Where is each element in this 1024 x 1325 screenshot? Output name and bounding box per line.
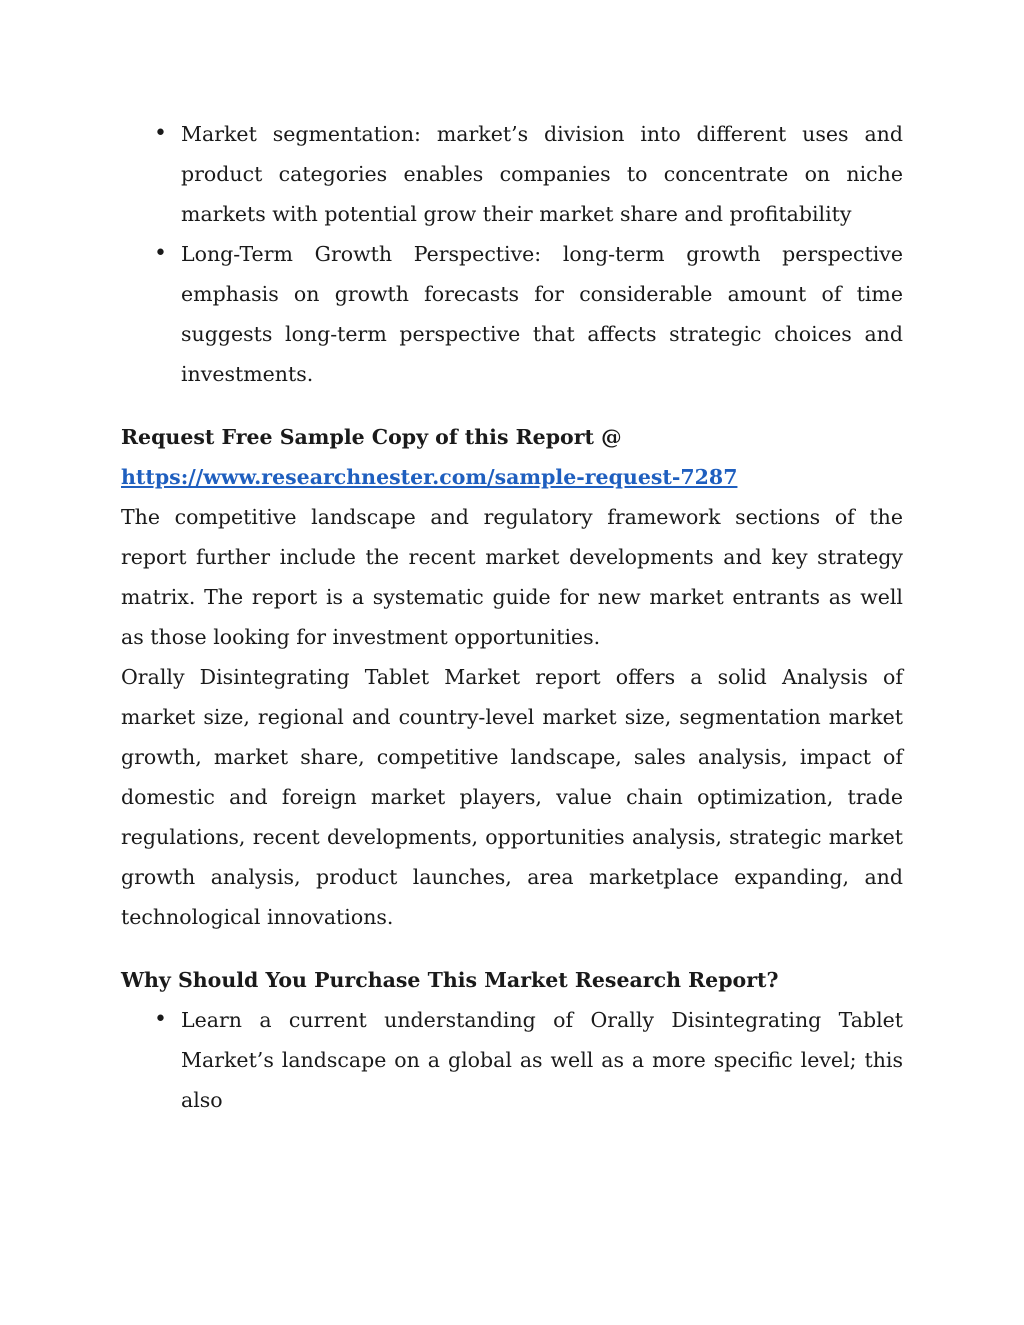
sample-request-link[interactable]: https://www.researchnester.com/sample-request-7287 — [121, 465, 738, 489]
bullet-list-bottom — [121, 1000, 903, 1120]
request-sample-heading — [121, 417, 903, 497]
paragraph-competitive-landscape: The competitive landscape and regulatory framework sections of the report further include the recent market developments and key strategy matrix. The report is a systematic guide for new market entrants as well as those looking for investment opportunities. — [121, 505, 903, 649]
why-purchase-heading: Why Should You Purchase This Market Research Report? — [121, 968, 779, 992]
bullet-item-market-segmentation: • Market segmentation: market’s division into different uses and product categories enables companies to concentrate on niche markets with potential grow their market share and profitability — [121, 114, 903, 234]
bullet-item-long-term-growth: • Long-Term Growth Perspective: long-term growth perspective emphasis on growth forecasts for considerable amount of time suggests long-term perspective that affects strategic choices and investments. — [121, 234, 903, 394]
bullet-item-learn-understanding: • Learn a current understanding of Orally Disintegrating Tablet Market’s landscape on a global as well as a more specific level; this also — [121, 1000, 903, 1120]
paragraph-report-analysis: Orally Disintegrating Tablet Market report offers a solid Analysis of market size, regional and country-level market size, segmentation market growth, market share, competitive landscape, sales analysis, impact of domestic and foreign market players, value chain optimization, trade regulations, recent developments, opportunities analysis, strategic market growth analysis, product launches, area marketplace expanding, and technological innovations. — [121, 665, 903, 929]
bullet-list-top — [121, 114, 903, 394]
request-sample-title: Request Free Sample Copy of this Report @ — [121, 425, 622, 449]
document-page — [121, 114, 903, 1120]
